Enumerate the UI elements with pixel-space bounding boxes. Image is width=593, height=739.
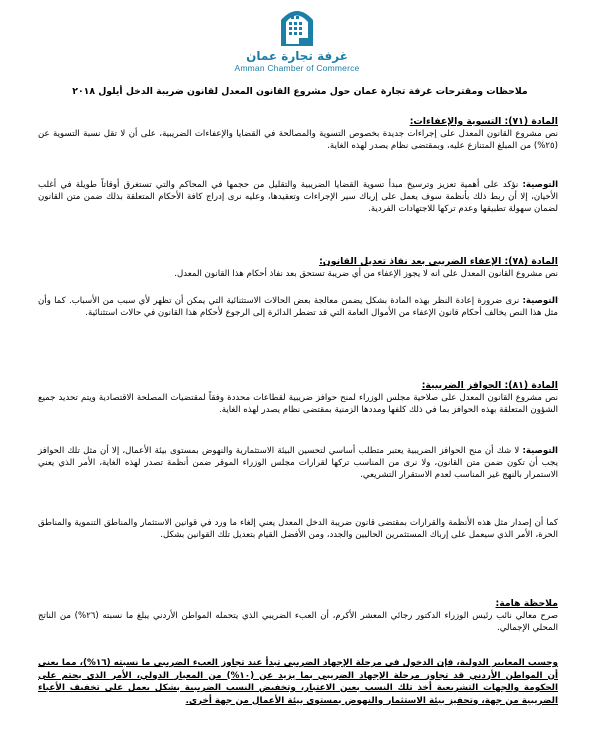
recommendation-article-81 bbox=[38, 445, 558, 482]
section-heading: المادة (٧٨): الإعفاء الضريبي بعد نفاذ تعديل القانون: bbox=[319, 256, 558, 267]
section-article-71 bbox=[38, 116, 558, 152]
chamber-emblem-icon bbox=[275, 2, 319, 48]
important-note-text: صرح معالي نائب رئيس الوزراء الدكتور رجائي المعشر الأكرم، أن العبء الضريبي الذي يتحمله المواطن الأردني يبلغ ما نسبته (٢٦%) من الناتج المحلي الإجمالي. bbox=[38, 611, 558, 634]
closing-text: كما أن إصدار مثل هذه الأنظمة والقرارات بمقتضى قانون ضريبة الدخل المعدل يعني إلغاء ما ورد في قوانين الاستثمار والمناطق التنموية والمناطق الحرة، الأمر الذي سيعمل على إرباك المستثمرين الحاليين والجدد، ومن الأفضل القيام بتعديل تلك القوانين بشكل. bbox=[38, 518, 558, 541]
closing-paragraph bbox=[38, 517, 558, 541]
recommendation-text bbox=[38, 179, 558, 216]
recommendation-label: التوصية: bbox=[522, 296, 558, 306]
recommendation-body: لا شك أن منح الحوافز الضريبية يعتبر متطلب أساسي لتحسين البيئة الاستثمارية والنهوض بمستوى بيئة الأعمال، إلا أن مثل تلك الحوافز يجب أن تكون ضمن متن القانون، ولا نرى من المناسب تركها لقرارات مجلس الوزراء الموقر ضمن أنظمة تصدر لهذه الغاية، الأمر الذي يعني الاستمرار بالنهج غير المناسب لعدم الاستقرار التشريعي. bbox=[38, 446, 558, 481]
section-text: نص مشروع القانون المعدل على صلاحية مجلس الوزراء لمنح حوافز ضريبية لقطاعات محددة وفقاً لمقتضيات المصلحة الاقتصادية ويتم تحديد جميع الشؤون المتعلقة بهذه الحوافز بما في ذلك كلفها ومددها الزمنية بمقتضى نظام يصدر لهذه الغاية. bbox=[38, 393, 558, 416]
section-heading: المادة (٧١): التسوية والإعفاءات: bbox=[409, 116, 558, 127]
important-note bbox=[38, 598, 558, 634]
section-text: نص مشروع القانون المعدل على إجراءات جديدة بخصوص التسوية والمصالحة في القضايا والإعفاءات الضريبية، على أن لا تقل نسبة التسوية عن (٢٥%) من المبلغ المتنازع عليه، وبمقتضى نظام يصدر لهذه الغاية. bbox=[38, 129, 558, 152]
section-heading: المادة (٨١): الحوافز الضريبية: bbox=[421, 380, 558, 391]
final-text: وحسب المعايير الدولية، فإن الدخول في مرحلة الإجهاد الضريبي تبدأ عند تجاوز العبء الضريبي ما نسبته (١٦%)، مما يعني أن المواطن الأردني قد تجاوز مرحلة الإجهاد الضريبي بما يزيد عن (١٠%) من المعيار الدولي، الأمر الذي يحتم على الحكومة والجهات التشريعية أخذ تلك النسب بعين الاعتبار، وتخفيض النسب الضريبية بشكل يعمل على تخفيف الأعباء الضريبية من جهة، وتحفيز بيئة الاستثمار والنهوض بمستوى بيئة الأعمال من جهة أخرى. bbox=[38, 658, 558, 706]
section-article-78 bbox=[38, 256, 558, 280]
final-paragraph bbox=[38, 657, 558, 707]
logo-english-name: Amman Chamber of Commerce bbox=[234, 63, 360, 73]
section-article-81 bbox=[38, 380, 558, 416]
important-note-heading: ملاحظة هامة: bbox=[495, 598, 558, 609]
recommendation-label: التوصية: bbox=[522, 446, 558, 456]
recommendation-label: التوصية: bbox=[522, 180, 559, 190]
recommendation-article-78 bbox=[38, 295, 558, 319]
chamber-logo bbox=[232, 2, 362, 80]
recommendation-article-71 bbox=[38, 179, 558, 216]
recommendation-text bbox=[38, 295, 558, 319]
recommendation-body: نؤكد على أهمية تعزيز وترسيخ مبدأ تسوية القضايا الضريبية والتقليل من حجمها في المحاكم والتي تستغرق أوقاتاً طويلة في أغلب الأحيان، إلا أن ربط ذلك بأنظمة سوف يعمل على إرباك سير الإجراءات وتعقيدها، وعليه نرى إدراج كافة الأحكام المتعلقة بذلك ضمن متن القانون لضمان سهولة تطبيقها وعدم تركها للاجتهادات الفردية. bbox=[38, 180, 558, 215]
section-text: نص مشروع القانون المعدل على انه لا يجوز الإعفاء من أي ضريبة تستحق بعد نفاذ أحكام هذا القانون المعدل. bbox=[174, 269, 558, 279]
recommendation-text bbox=[38, 445, 558, 482]
logo-arabic-name: غرفة تجارة عمان bbox=[246, 49, 348, 63]
document-title: ملاحظات ومقترحات غرفة تجارة عمان حول مشروع القانون المعدل لقانون ضريبة الدخل أيلول ٢٠١٨ bbox=[72, 86, 528, 97]
recommendation-body: نرى ضرورة إعادة النظر بهذه المادة بشكل يضمن معالجة بعض الحالات الاستثنائية التي يمكن أن تظهر لأي سبب من الأسباب. كما وأن مثل هذا النص يخالف أحكام قانون الإعفاء من الأموال العامة التي قد تضطر الدائرة إلى الرجوع لأحكام هذا القانون في حالات استثنائية. bbox=[38, 296, 558, 319]
